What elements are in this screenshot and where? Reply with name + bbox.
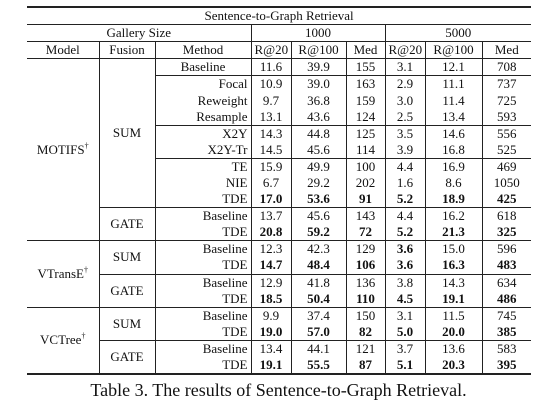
value-cell: 708: [482, 59, 531, 76]
value-cell: 13.7: [251, 208, 291, 225]
value-cell: 29.2: [291, 175, 346, 191]
value-cell: 13.4: [251, 340, 291, 357]
method-cell: TDE: [155, 357, 251, 374]
fusion-gate: GATE: [99, 274, 155, 307]
value-cell: 5.2: [385, 224, 425, 241]
value-cell: 10.9: [251, 76, 291, 93]
value-cell: 4.4: [385, 158, 425, 175]
gallery-size-1000: 1000: [251, 25, 385, 42]
table-row: [27, 59, 531, 76]
model-vctree: VCTree†: [27, 307, 99, 374]
value-cell: 9.9: [251, 307, 291, 324]
value-cell: 114: [346, 142, 385, 159]
value-cell: 5.0: [385, 324, 425, 341]
value-cell: 163: [346, 76, 385, 93]
col-header-r100-1000: R@100: [291, 42, 346, 59]
value-cell: 4.4: [385, 208, 425, 225]
value-cell: 16.9: [425, 158, 482, 175]
table-row: [27, 274, 531, 291]
value-cell: 129: [346, 241, 385, 258]
value-cell: 634: [497, 274, 517, 290]
value-cell: 53.6: [291, 191, 346, 208]
value-cell: 50.4: [291, 291, 346, 308]
value-cell: 4.5: [385, 291, 425, 308]
value-cell: 3.1: [385, 59, 425, 76]
table-title-row: [27, 7, 531, 25]
col-header-method: Method: [155, 42, 251, 59]
value-cell: 596: [497, 241, 517, 257]
table-row: [27, 241, 531, 258]
value-cell: 37.4: [291, 307, 346, 324]
value-cell: 8.6: [425, 175, 482, 191]
fusion-sum: SUM: [99, 241, 155, 274]
value-cell: 11.6: [251, 59, 291, 76]
value-cell: 9.7: [251, 92, 291, 108]
value-cell: 18.5: [251, 291, 291, 308]
value-cell: 14.3: [425, 274, 482, 291]
method-cell: TDE: [155, 324, 251, 341]
column-header-row: [27, 42, 531, 59]
value-cell: 2.9: [385, 76, 425, 93]
value-cell: 20.8: [251, 224, 291, 241]
value-cell: 593: [482, 109, 531, 126]
method-cell: Reweight: [155, 92, 251, 108]
value-cell: 385: [482, 324, 531, 341]
value-cell: 15.0: [425, 241, 482, 258]
method-cell: Focal: [155, 76, 251, 93]
value-cell: 3.6: [385, 241, 425, 258]
value-cell: 39.9: [291, 59, 346, 76]
fusion-gate: GATE: [99, 340, 155, 374]
gallery-size-row: [27, 25, 531, 42]
value-cell: 12.3: [251, 241, 291, 258]
method-cell: TDE: [155, 257, 251, 274]
value-cell: 20.0: [425, 324, 482, 341]
value-cell: 1050: [493, 174, 520, 190]
value-cell: 82: [346, 324, 385, 341]
method-cell: Baseline: [155, 241, 251, 258]
fusion-sum: SUM: [99, 307, 155, 340]
method-cell: TE: [155, 158, 251, 175]
value-cell: 13.4: [425, 109, 482, 126]
value-cell: 3.6: [385, 257, 425, 274]
col-header-med-5000: Med: [482, 42, 531, 59]
value-cell: 125: [346, 125, 385, 142]
value-cell: 42.3: [291, 241, 346, 258]
col-header-r100-5000: R@100: [425, 42, 482, 59]
value-cell: 3.5: [385, 125, 425, 142]
value-cell: 16.3: [425, 257, 482, 274]
value-cell: 150: [346, 307, 385, 324]
value-cell: 59.2: [291, 224, 346, 241]
value-cell: 19.0: [251, 324, 291, 341]
value-cell: 12.1: [425, 59, 482, 76]
value-cell: 143: [346, 208, 385, 225]
value-cell: 11.4: [425, 92, 482, 108]
value-cell: 556: [497, 125, 517, 141]
value-cell: 525: [482, 142, 531, 159]
value-cell: 425: [482, 191, 531, 208]
value-cell: 57.0: [291, 324, 346, 341]
value-cell: 5.1: [385, 357, 425, 374]
value-cell: 91: [346, 191, 385, 208]
value-cell: 483: [482, 257, 531, 274]
method-cell: Baseline: [155, 274, 251, 291]
value-cell: 3.1: [385, 307, 425, 324]
method-cell: Baseline: [155, 340, 251, 357]
method-cell: Baseline: [155, 208, 251, 225]
results-table: [27, 6, 531, 375]
value-cell: 14.5: [251, 142, 291, 159]
value-cell: 1.6: [385, 175, 425, 191]
value-cell: 72: [346, 224, 385, 241]
value-cell: 395: [482, 357, 531, 374]
value-cell: 45.6: [291, 208, 346, 225]
col-header-r20-5000: R@20: [385, 42, 425, 59]
gallery-size-5000: 5000: [385, 25, 531, 42]
value-cell: 3.8: [385, 274, 425, 291]
method-cell: NIE: [155, 175, 251, 191]
fusion-gate: GATE: [99, 208, 155, 241]
value-cell: 3.9: [385, 142, 425, 159]
table-row: [27, 340, 531, 357]
model-vtranse: VTransE†: [27, 241, 99, 307]
col-header-model: Model: [27, 42, 99, 59]
value-cell: 20.3: [425, 357, 482, 374]
model-motifs: MOTIFS†: [27, 59, 99, 241]
table-title: Sentence-to-Graph Retrieval: [27, 7, 531, 25]
value-cell: 583: [497, 340, 517, 356]
method-cell: Resample: [155, 109, 251, 126]
value-cell: 2.5: [385, 109, 425, 126]
value-cell: 19.1: [251, 357, 291, 374]
value-cell: 6.7: [251, 175, 291, 191]
value-cell: 100: [346, 158, 385, 175]
value-cell: 745: [497, 307, 517, 323]
value-cell: 17.0: [251, 191, 291, 208]
value-cell: 13.1: [251, 109, 291, 126]
method-cell: X2Y-Tr: [155, 142, 251, 159]
value-cell: 5.2: [385, 191, 425, 208]
value-cell: 48.4: [291, 257, 346, 274]
method-cell: Baseline: [155, 307, 251, 324]
value-cell: 13.6: [425, 340, 482, 357]
value-cell: 3.7: [385, 340, 425, 357]
method-cell: TDE: [155, 291, 251, 308]
value-cell: 202: [346, 175, 385, 191]
value-cell: 36.8: [291, 92, 346, 108]
gallery-size-label: Gallery Size: [27, 25, 251, 42]
method-cell: X2Y: [155, 125, 251, 142]
value-cell: 3.0: [385, 92, 425, 108]
value-cell: 486: [482, 291, 531, 308]
value-cell: 16.2: [425, 208, 482, 225]
value-cell: 39.0: [291, 76, 346, 93]
value-cell: 159: [346, 92, 385, 108]
value-cell: 11.1: [425, 76, 482, 93]
value-cell: 11.5: [425, 307, 482, 324]
value-cell: 106: [346, 257, 385, 274]
value-cell: 19.1: [425, 291, 482, 308]
value-cell: 110: [346, 291, 385, 308]
value-cell: 15.9: [251, 158, 291, 175]
value-cell: 12.9: [251, 274, 291, 291]
value-cell: 43.6: [291, 109, 346, 126]
value-cell: 725: [497, 92, 517, 108]
table-row: [27, 208, 531, 225]
value-cell: 44.1: [291, 340, 346, 357]
value-cell: 121: [346, 340, 385, 357]
value-cell: 124: [346, 109, 385, 126]
value-cell: 325: [482, 224, 531, 241]
fusion-sum: SUM: [99, 59, 155, 208]
value-cell: 18.9: [425, 191, 482, 208]
value-cell: 737: [497, 76, 517, 92]
value-cell: 16.8: [425, 142, 482, 159]
method-cell: TDE: [155, 191, 251, 208]
value-cell: 469: [497, 158, 517, 174]
table-row: [27, 307, 531, 324]
value-cell: 49.9: [291, 158, 346, 175]
col-header-fusion: Fusion: [99, 42, 155, 59]
table-caption: Table 3. The results of Sentence-to-Graph Retrieval.: [90, 380, 467, 400]
value-cell: 44.8: [291, 125, 346, 142]
value-cell: 45.6: [291, 142, 346, 159]
value-cell: 21.3: [425, 224, 482, 241]
value-cell: 14.3: [251, 125, 291, 142]
value-cell: 55.5: [291, 357, 346, 374]
method-cell: TDE: [155, 224, 251, 241]
value-cell: 14.7: [251, 257, 291, 274]
value-cell: 136: [346, 274, 385, 291]
method-cell: Baseline: [155, 59, 251, 76]
value-cell: 155: [346, 59, 385, 76]
col-header-med-1000: Med: [346, 42, 385, 59]
value-cell: 41.8: [291, 274, 346, 291]
value-cell: 618: [497, 208, 517, 224]
value-cell: 87: [346, 357, 385, 374]
results-table-container: [27, 6, 531, 375]
value-cell: 14.6: [425, 125, 482, 142]
col-header-r20-1000: R@20: [251, 42, 291, 59]
